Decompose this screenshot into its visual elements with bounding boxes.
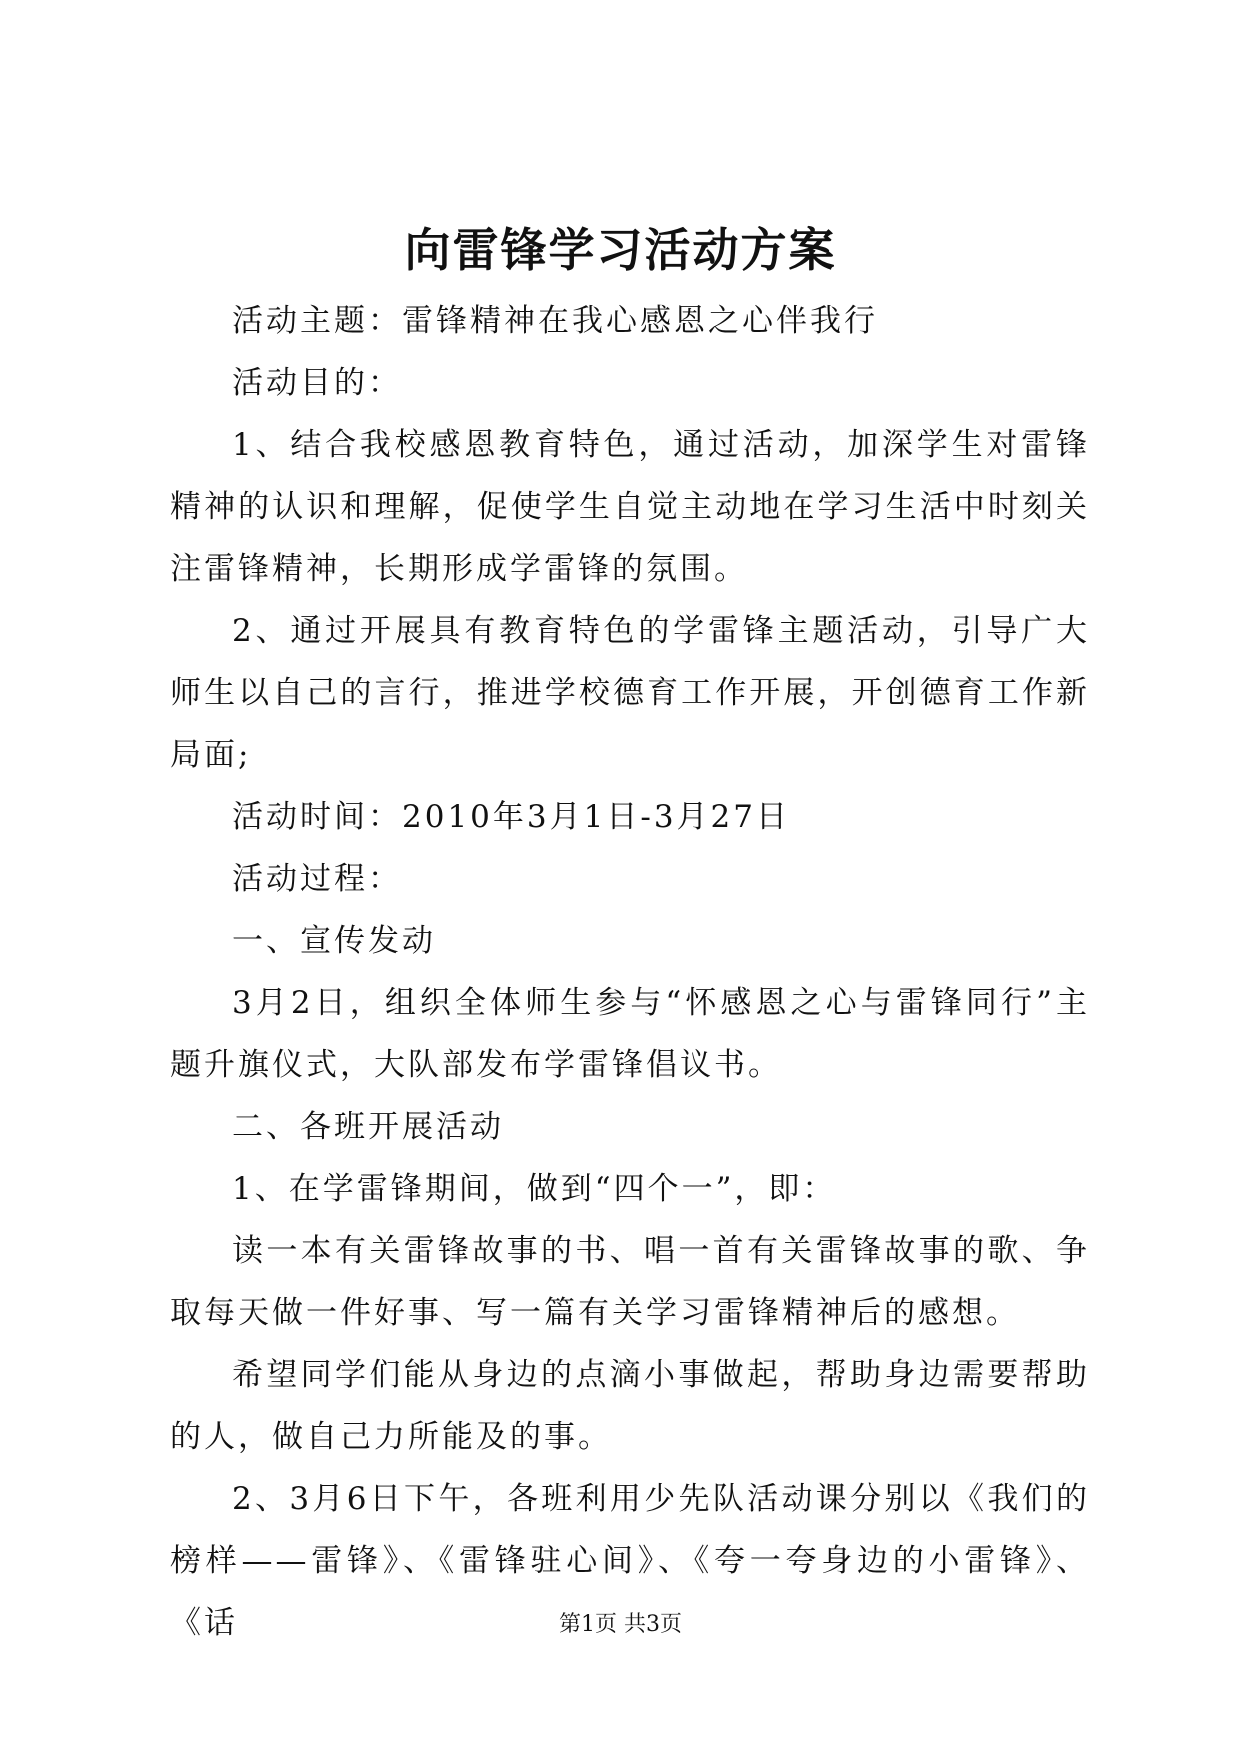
paragraph-purpose-heading: 活动目的： bbox=[232, 365, 402, 401]
document-body bbox=[170, 290, 1090, 1654]
paragraph-theme: 活动主题：雷锋精神在我心感恩之心伴我行 bbox=[232, 303, 878, 339]
paragraph-time: 活动时间：2010年3月1日-3月27日 bbox=[232, 799, 790, 835]
paragraph-four-ones: 1、在学雷锋期间，做到“四个一”，即： bbox=[232, 1171, 837, 1207]
document-title: 向雷锋学习活动方案 bbox=[404, 223, 837, 277]
paragraph-process-heading: 活动过程： bbox=[232, 861, 402, 897]
paragraph-section-1-body: 3月2日，组织全体师生参与“怀感恩之心与雷锋同行”主题升旗仪式，大队部发布学雷锋倡议书。 bbox=[170, 985, 1090, 1083]
paragraph-four-ones-detail: 读一本有关雷锋故事的书、唱一首有关雷锋故事的歌、争取每天做一件好事、写一篇有关学习雷锋精神后的感想。 bbox=[170, 1233, 1090, 1331]
paragraph-section-1-heading: 一、宣传发动 bbox=[232, 923, 436, 959]
paragraph-hope: 希望同学们能从身边的点滴小事做起，帮助身边需要帮助的人，做自己力所能及的事。 bbox=[170, 1357, 1090, 1455]
paragraph-class-activity: 2、3月6日下午，各班利用少先队活动课分别以《我们的榜样——雷锋》、《雷锋驻心间》、《夸一夸身边的小雷锋》、《话 bbox=[170, 1481, 1090, 1641]
paragraph-purpose-2: 2、通过开展具有教育特色的学雷锋主题活动，引导广大师生以自己的言行，推进学校德育工作开展，开创德育工作新局面; bbox=[170, 613, 1090, 773]
page-footer: 第1页 共3页 bbox=[559, 1612, 682, 1637]
paragraph-section-2-heading: 二、各班开展活动 bbox=[232, 1109, 504, 1145]
paragraph-purpose-1: 1、结合我校感恩教育特色，通过活动，加深学生对雷锋精神的认识和理解，促使学生自觉主动地在学习生活中时刻关注雷锋精神，长期形成学雷锋的氛围。 bbox=[170, 427, 1090, 587]
